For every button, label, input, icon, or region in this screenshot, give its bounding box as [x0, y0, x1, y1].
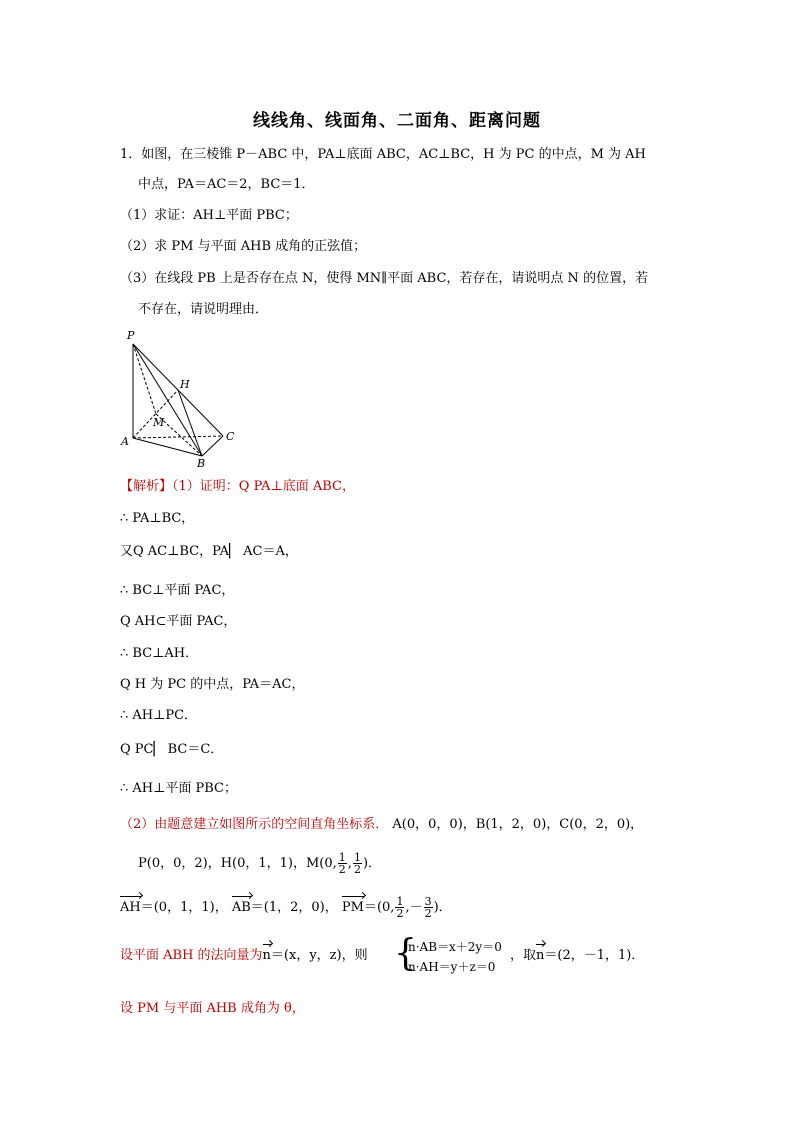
solution-line-1	[120, 478, 355, 496]
problem-line-2: 中点，PA＝AC＝2，BC＝1．	[138, 177, 315, 192]
vector-ab: AB	[231, 900, 251, 915]
label-h: H	[180, 378, 190, 391]
part2-line-1	[120, 816, 643, 834]
vector-n-2: n	[536, 948, 545, 963]
part2-line-2: P(0，0，2)，H(0，1，1)，M(0, $\frac{1}{2}$ , $\frac{1}{2}$ )．	[138, 851, 382, 876]
vector-pm-mid: ,－	[405, 900, 423, 915]
part2-coords: A(0，0，0)，B(1，2，0)，C(0，2，0)，	[392, 817, 644, 832]
solution-line-4: ∴ BC⊥平面 PAC，	[120, 583, 235, 598]
label-p: P	[127, 329, 135, 342]
vector-ah-value: ＝(0，1，1)，	[140, 900, 228, 915]
label-b: B	[197, 457, 206, 470]
vectors-line	[120, 896, 452, 919]
question-1: （1）求证：AH⊥平面 PBC；	[120, 208, 298, 223]
coords-post: )．	[362, 856, 382, 871]
solution-line-8: ∴ AH⊥PC．	[120, 708, 198, 723]
vector-pm: PM	[341, 900, 364, 915]
pyramid-figure	[118, 328, 248, 470]
equation-2: n·AH＝y＋z＝0	[408, 960, 496, 974]
normal-line	[120, 947, 368, 965]
system-brace: {	[394, 933, 417, 974]
question-3-line-2: 不存在，请说明理由．	[138, 302, 269, 317]
solution-line-3: 又Q AC⊥BC，PA▏ AC＝A，	[120, 544, 298, 559]
vector-ah: AH	[120, 900, 141, 915]
solution-line-7: Q H 为 PC 的中点，PA＝AC，	[120, 677, 305, 692]
angle-line: 设 PM 与平面 AHB 成角为 θ，	[120, 1001, 305, 1016]
label-m: M	[153, 416, 165, 429]
fraction-three-halves: $\frac{3}{2}$	[424, 895, 432, 920]
solution-line-2: ∴ PA⊥BC，	[120, 511, 195, 526]
take-label: ，取	[510, 948, 537, 963]
fraction-half-3: $\frac{1}{2}$	[396, 895, 404, 920]
solution-line-10: ∴ AH⊥平面 PBC；	[120, 781, 237, 796]
equation-1: n·AB＝x＋2y＝0	[408, 940, 502, 954]
solution-line-6: ∴ BC⊥AH．	[120, 646, 199, 661]
label-a: A	[121, 435, 129, 448]
solution-step-1: （1）证明：Q PA⊥底面 ABC，	[172, 479, 356, 494]
take-normal	[510, 947, 644, 965]
coords-pre: P(0，0，2)，H(0，1，1)，M(0,	[138, 856, 337, 871]
page-title: 线线角、线面角、二面角、距离问题	[253, 111, 541, 131]
normal-mid: ＝(x，y，z)，则	[270, 948, 368, 963]
label-c: C	[226, 430, 235, 443]
solution-line-5: Q AH⊂平面 PAC，	[120, 614, 237, 629]
vector-ab-value: ＝(1，2，0)，	[250, 900, 338, 915]
question-2: （2）求 PM 与平面 AHB 成角的正弦值；	[120, 239, 367, 254]
part2-intro: （2）由题意建立如图所示的空间直角坐标系．	[120, 817, 389, 832]
solution-line-9: Q PC▏ BC＝C．	[120, 742, 224, 757]
question-3-line-1: （3）在线段 PB 上是否存在点 N，使得 MN∥平面 ABC，若存在，请说明点 N 的位置，若	[120, 271, 649, 286]
vector-pm-post: )．	[433, 900, 452, 915]
take-value: ＝(2，－1，1)．	[544, 948, 645, 963]
fraction-half-1: $\frac{1}{2}$	[338, 851, 346, 876]
fraction-half-2: $\frac{1}{2}$	[353, 851, 361, 876]
normal-pre: 设平面 ABH 的法向量为	[120, 948, 263, 963]
vector-pm-pre: ＝(0,	[363, 900, 395, 915]
analysis-heading: 【解析】	[120, 479, 173, 494]
problem-line-1: 1．如图，在三棱锥 P－ABC 中，PA⊥底面 ABC，AC⊥BC，H 为 PC 的中点，M 为 AH	[120, 147, 646, 162]
vector-n: n	[262, 948, 271, 963]
